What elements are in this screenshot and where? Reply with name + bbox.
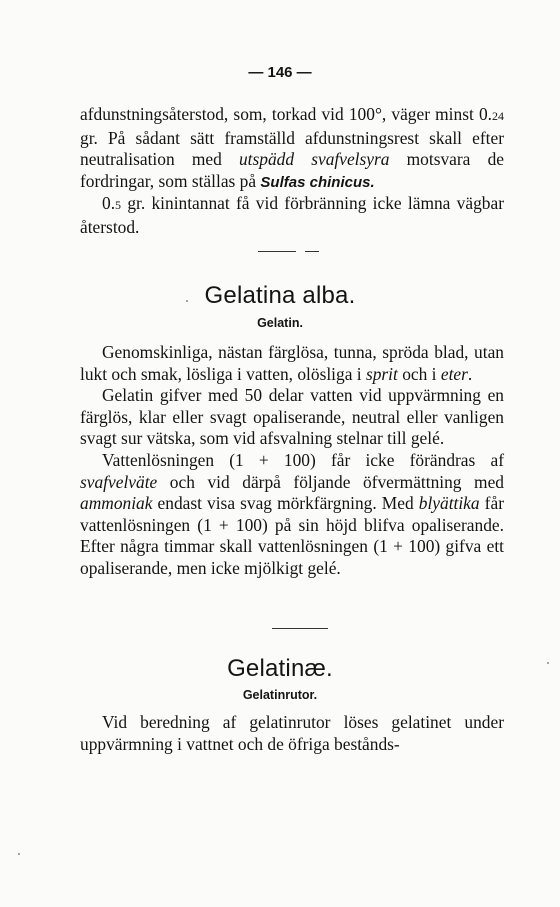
paragraph: [80, 104, 504, 193]
page-number: — 146 —: [248, 64, 312, 81]
italic-term: ammoniak: [80, 493, 153, 514]
paragraph: [80, 450, 504, 580]
drug-name: Sulfas chinicus.: [260, 173, 375, 191]
paragraph: [80, 193, 504, 238]
small-digits: 5: [115, 198, 122, 213]
text-run: .: [467, 363, 473, 384]
section-body: [80, 712, 504, 755]
italic-term: sprit: [365, 363, 398, 384]
italic-term: utspädd svafvelsyra: [238, 149, 390, 170]
text-run: gr. kinintannat få vid förbränning icke lämna vägbar återstod.: [80, 193, 504, 237]
paper-speck: [547, 662, 549, 664]
text-run: och i: [397, 363, 441, 384]
section-subheading: Gelatin.: [257, 316, 303, 330]
text-run: afdunstningsåterstod, som, torkad vid 100°, väger minst 0.: [80, 104, 492, 124]
section-body: [80, 342, 504, 580]
divider-rule: [272, 628, 328, 629]
text-run: får vattenlösningen (1 + 100) på sin höjd blifva opaliserande. Efter några timmar skall vattenlösningen (1 + 100) gifva ett opaliserande, men icke mjölkigt gelé.: [80, 493, 504, 578]
text-run: motsvara de fordringar, som ställas på: [80, 149, 504, 191]
paragraph: [80, 342, 504, 385]
continued-paragraph: [80, 104, 504, 239]
section-subheading: Gelatinrutor.: [242, 688, 318, 702]
text-run: gr. På sådant sätt framställd afdunstningsrest skall efter neutralisation med: [80, 127, 504, 170]
text-run: 0.: [102, 193, 116, 214]
italic-term: blyättika: [418, 493, 480, 514]
paragraph: Gelatin gifver med 50 delar vatten vid uppvärmning en färglös, klar eller svagt opaliserande, neutral eller vanligen svagt sur vätska, som vid afsvalning stelnar till gelé.: [80, 385, 504, 449]
text-run: Vattenlösningen (1 + 100) får icke förändras af: [102, 449, 504, 470]
text-run: Genomskinliga, nästan färglösa, tunna, spröda blad, utan lukt och smak, lösliga i vatten, olösliga i: [80, 342, 504, 384]
section-heading: Gelatinæ.: [227, 655, 333, 682]
italic-term: eter: [440, 363, 468, 384]
text-run: endast visa svag mörkfärgning. Med: [152, 493, 419, 514]
paper-speck: [186, 300, 188, 302]
italic-term: svafvelväte: [80, 471, 158, 492]
small-digits: 24: [492, 109, 504, 123]
paragraph: Vid beredning af gelatinrutor löses gelatinet under uppvärmning i vattnet och de öfriga bestånds-: [80, 712, 504, 754]
divider-rule: [258, 251, 296, 252]
text-run: och vid därpå följande öfvermättning med: [157, 471, 504, 492]
paper-speck: [18, 853, 20, 855]
divider-rule: [305, 251, 319, 252]
section-heading: Gelatina alba.: [204, 282, 356, 309]
